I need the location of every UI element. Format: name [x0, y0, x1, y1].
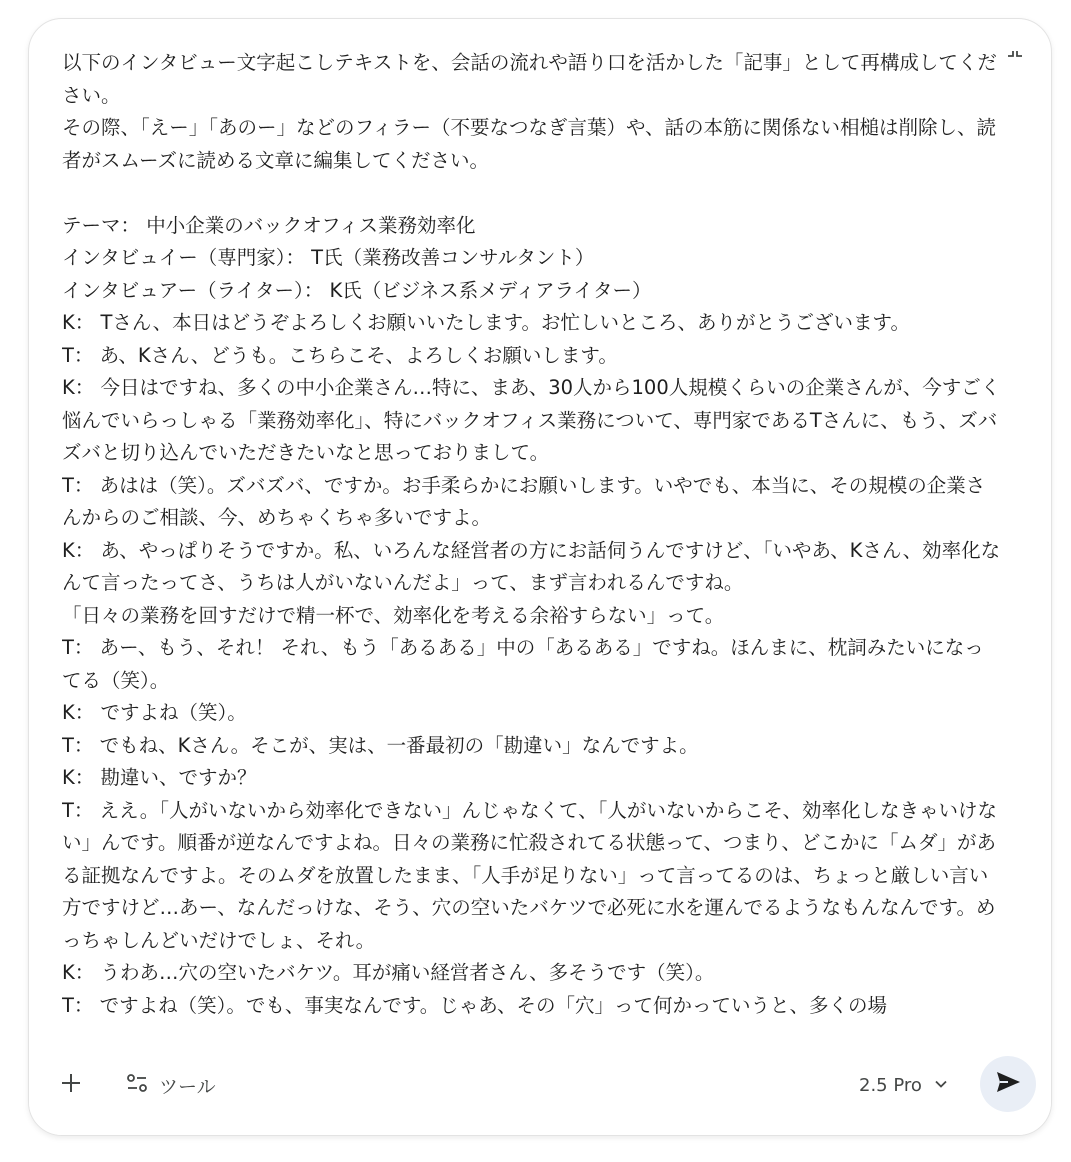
tools-button[interactable]	[115, 1063, 226, 1107]
send-icon	[994, 1068, 1022, 1100]
model-label: 2.5 Pro	[859, 1074, 922, 1096]
plus-icon	[60, 1072, 82, 1098]
model-selector[interactable]	[847, 1065, 960, 1105]
collapse-button[interactable]	[1001, 45, 1029, 73]
chevron-down-icon	[934, 1075, 948, 1096]
prompt-input-card[interactable]	[28, 18, 1052, 1136]
prompt-textarea[interactable]: 以下のインタビュー文字起こしテキストを、会話の流れや語り口を活かした「記事」として再構成してください。 その際、「えー」「あのー」などのフィラー（不要なつなぎ言葉）や、話の本筋に関係ない相槌は削除し、読者がスムーズに読める文章に編集してください。 テーマ： 中小企業のバックオフィス業務効率化 インタビュイー（専門家）： T氏（業務改善コンサルタント） インタビュアー（ライター）： K氏（ビジネス系メディアライター） K： Tさん、本日はどうぞよろしくお願いいたします。お忙しいところ、ありがとうございます。 T： あ、Kさん、どうも。こちらこそ、よろしくお願いします。 K： 今日はですね、多くの中小企業さん…特に、まあ、30人から100人規模くらいの企業さんが、今すごく悩んでいらっしゃる「業務効率化」、特にバックオフィス業務について、専門家であるTさんに、もう、ズバズバと切り込んでいただきたいなと思っておりまして。 T： あはは（笑）。ズバズバ、ですか。お手柔らかにお願いします。いやでも、本当に、その規模の企業さんからのご相談、今、めちゃくちゃ多いですよ。 K： あ、やっぱりそうですか。私、いろんな経営者の方にお話伺うんですけど、「いやあ、Kさん、効率化なんて言ったってさ、うちは人がいないんだよ」って、まず言われるんですね。 「日々の業務を回すだけで精一杯で、効率化を考える余裕すらない」って。 T： あー、もう、それ！ それ、もう「あるある」中の「あるある」ですね。ほんまに、枕詞みたいになってる（笑）。 K： ですよね（笑）。 T： でもね、Kさん。そこが、実は、一番最初の「勘違い」なんですよ。 K： 勘違い、ですか？ T： ええ。「人がいないから効率化できない」んじゃなくて、「人がいないからこそ、効率化しなきゃいけない」んです。順番が逆なんですよね。日々の業務に忙殺されてる状態って、つまり、どこかに「ムダ」がある証拠なんですよ。そのムダを放置したまま、「人手が足りない」って言ってるのは、ちょっと厳しい言い方ですけど…あー、なんだっけな、そう、穴の空いたバケツで必死に水を運んでるようなもんなんです。めっちゃしんどいだけでしょ、それ。 K： うわあ…穴の空いたバケツ。耳が痛い経営者さん、多そうです（笑）。 T： ですよね（笑）。でも、事実なんです。じゃあ、その「穴」って何かっていうと、多くの場	[62, 51, 1001, 1017]
input-toolbar	[29, 1039, 1051, 1135]
tools-label: ツール	[159, 1075, 216, 1098]
send-button[interactable]	[980, 1056, 1036, 1112]
add-button[interactable]	[51, 1065, 91, 1105]
tools-icon	[125, 1071, 149, 1100]
collapse-icon	[1005, 47, 1025, 71]
